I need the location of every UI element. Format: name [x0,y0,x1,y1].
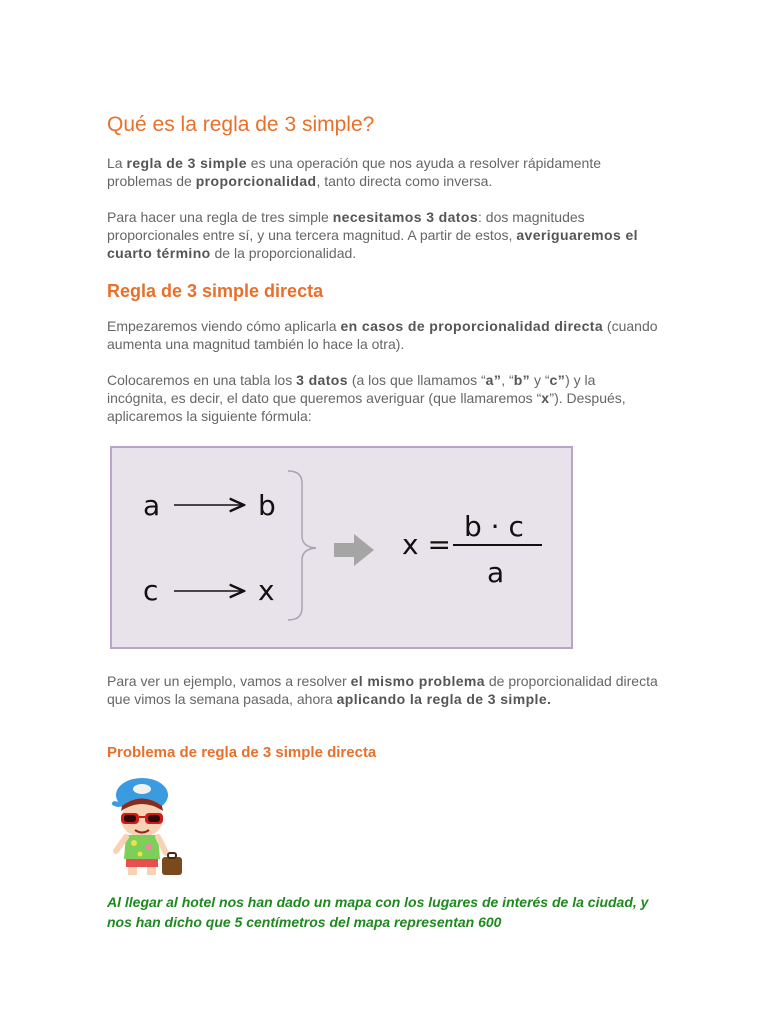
table-paragraph [107,371,659,425]
brace [288,471,316,620]
text: Empezaremos viendo cómo aplicarla [107,318,341,334]
bold-text: averiguaremos el cuarto término [107,227,638,261]
arrow-right-icon [334,534,374,566]
bold-text: aplicando la regla de 3 simple. [336,691,552,707]
bold-text: c” [549,372,566,388]
text: Para ver un ejemplo, vamos a resolver [107,673,351,689]
symbol-a: a [143,489,161,522]
text: es una operación que nos ayuda a resolver rápidamente problemas de [107,155,602,189]
text: Colocaremos en una tabla los [107,372,297,388]
text: y “ [530,372,550,388]
formula-diagram [110,446,573,649]
symbol-b: b [258,489,276,522]
bold-text: proporcionalidad [195,173,317,189]
tourist-illustration [104,775,186,877]
data-paragraph [107,208,659,262]
text: Para hacer una regla de tres simple [107,209,333,225]
text: (cuando aumenta una magnitud también lo hace la otra). [107,318,658,352]
cartoon-tourist [104,775,186,882]
text: de la proporcionalidad. [210,245,357,261]
subsection-title: Problema de regla de 3 simple directa [107,744,377,761]
text: (a los que llamamos “ [347,372,486,388]
text: ) y la incógnita, es decir, el dato que queremos averiguar (que llamaremos “ [107,372,596,406]
text: : dos magnitudes proporcionales entre sí, y una tercera magnitud. A partir de estos, [107,209,585,243]
page-title: Qué es la regla de 3 simple? [107,113,375,136]
section-title: Regla de 3 simple directa [107,281,324,301]
text: ”). Después, aplicaremos la siguiente fórmula: [107,390,626,424]
example-paragraph [107,672,659,708]
bold-text: el mismo problema [350,673,485,689]
text: , “ [501,372,514,388]
formula-numerator: b · c [464,510,524,543]
formula-lhs: x = [402,528,451,561]
bold-text: x [541,390,550,406]
symbol-x: x [258,574,275,607]
text: La [107,155,127,171]
bold-text: necesitamos 3 datos [332,209,479,225]
bold-text: b” [513,372,531,388]
bold-text: regla de 3 simple [126,155,247,171]
formula-svg [112,448,571,647]
formula-denominator: a [487,556,505,589]
problem-statement: Al llegar al hotel nos han dado un mapa con los lugares de interés de la ciudad, y nos han dicho que 5 centímetros del mapa representan 600 [107,894,649,930]
bold-text: 3 datos [296,372,348,388]
bold-text: a” [485,372,502,388]
symbol-c: c [143,574,159,607]
text: , tanto directa como inversa. [316,173,493,189]
intro-paragraph [107,154,659,190]
bold-text: en casos de proporcionalidad directa [340,318,604,334]
text: de proporcionalidad directa que vimos la semana pasada, ahora [107,673,658,707]
direct-paragraph [107,317,659,353]
